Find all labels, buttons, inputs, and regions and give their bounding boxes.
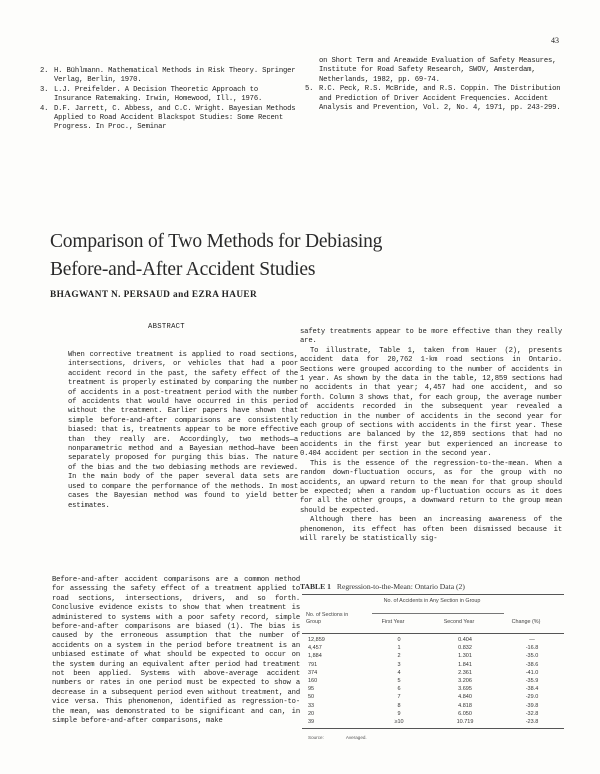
reference-entry: 2. H. Bühlmann. Mathematical Methods in Risk Theory. Springer Verlag, Berlin, 1970.: [40, 67, 296, 85]
footnote-b: Averaged.: [345, 735, 367, 741]
body-paragraph: This is the essence of the regression-to-the-mean. When a random down-fluctuation occurs, as for the group with no accidents, an upward return to the mean for that group should be expected; when a random up-fluctuation occurs as it does for all the other groups, a downward return to the group mean should be expected.: [300, 459, 562, 515]
table-label: TABLE 1: [300, 582, 331, 591]
body-paragraph: Although there has been an increasing awareness of the phenomenon, its effect has often been dismissed because it will rarely be statistically sig-: [300, 516, 562, 543]
table-header: [302, 595, 564, 633]
table-row: 160 5 3.206 -35.9: [308, 678, 539, 685]
table-row: 20 9 6.050 -32.8: [308, 710, 539, 717]
table-row: 791 3 1.841 -38.6: [308, 661, 539, 668]
footnote-a: Source:: [308, 735, 324, 741]
references-left: [40, 67, 298, 133]
body-paragraph: safety treatments appear to be more effective than they really are.: [300, 328, 562, 346]
abstract-text: When corrective treatment is applied to road sections, intersections, drivers, or vehicles that had a poor accident record in the past, the safety effect of the treatment is properly estimated by comparing the number of accidents in a post-treatment period with the number of accidents that would have occurred in this period without the treatment. Earlier papers have shown that simple before-and-after comparisons are consistently biased: that is, treatments appear to be more effective than they really are. Accordingly, two methods—a nonparametric method and a Bayesian method—have been separately proposed for purging this bias. The nature of the bias and the two debiasing methods are reviewed. In the main body of the paper several data sets are used to compare the performance of the methods. In most cases the Bayesian method was found to yield better estimates.: [68, 351, 298, 510]
data-table: [302, 594, 564, 740]
table-row: 50 7 4.840 -29.0: [308, 694, 539, 701]
table-row: 4,457 1 0.832 -16.8: [308, 645, 539, 652]
column-header: First Year: [381, 619, 405, 625]
body-paragraph: To illustrate, Table 1, taken from Hauer (2), presents accident data for 20,762 1-km road sections in Ontario. Sections were grouped according to the number of accidents in 1 year. As shown by the data in the table, 12,859 sections had no accidents in that year; 4,457 had one accident, and so forth. Column 3 shows that, for each group, the average number of accidents recorded in the subsequent year revealed a reduction in the number of accidents in the second year for each group of sections with accidents in the first year. These reductions are balanced by the 12,859 sections that had no accidents in the first year but experienced an increase to 0.404 accident per section in the second year.: [300, 346, 562, 459]
article-title: [50, 228, 560, 284]
reference-entry: on Short Term and Areawide Evaluation of Safety Measures, Institute for Road Safety Research, SWOV, Amsterdam, Netherlands, 1982, pp. 69-74.: [319, 57, 557, 84]
table-row: 95 6 3.695 -38.4: [308, 686, 539, 693]
table-body: [302, 634, 564, 726]
page-number: 43: [551, 36, 559, 45]
table-caption: [300, 582, 465, 591]
table-footnote: [302, 735, 564, 740]
reference-entry: 4. D.F. Jarrett, C. Abbess, and C.C. Wright. Bayesian Methods Applied to Road Accident Blackspot Studies: Some Recent Progress. In Proc., Seminar: [40, 104, 296, 132]
header-group-label: No. of Accidents in Any Section in Group: [383, 598, 481, 604]
authors: BHAGWANT N. PERSAUD and EZRA HAUER: [50, 290, 258, 300]
table-row: 374 4 2.361 -41.0: [308, 669, 539, 676]
body-column-left: [52, 576, 300, 727]
column-header: Second Year: [443, 619, 475, 625]
title-line: Before-and-After Accident Studies: [50, 259, 316, 280]
reference-entry: 5. R.C. Peck, R.S. McBride, and R.S. Coppin. The Distribution and Prediction of Driver Accident Frequencies. Accident Analysis and Prevention, Vol. 2, No. 4, 1971, pp. 243-299.: [305, 85, 561, 113]
references-right: [305, 57, 570, 113]
table-row: 39 ≥10 10.719 -23.8: [308, 719, 539, 726]
abstract: [68, 351, 298, 511]
title-line: Comparison of Two Methods for Debiasing: [50, 231, 383, 252]
column-header: No. of Sections in Group: [306, 612, 349, 625]
header-group-rule: [372, 613, 504, 614]
abstract-heading: ABSTRACT: [148, 323, 185, 331]
body-column-right: [300, 328, 562, 544]
column-header: Change (%): [511, 619, 541, 625]
table-row: 33 8 4.818 -39.8: [308, 702, 539, 709]
body-paragraph: Before-and-after accident comparisons are a common method for assessing the safety effect of a treatment applied to road sections, intersections, drivers, and so forth. Conclusive evidence exists to show that when treatment is administered to systems with a poor safety record, simple before-and-after comparisons are biased (1). The bias is caused by the erroneous assumption that the number of accidents on a system in the period before treatment is an unbiased estimate of what should be expected to occur on the system during an equivalent after period had treatment not been applied. Systems with above-average accident numbers or rates in one period must be expected to show a decrease in a subsequent period even without treatment, and vice versa. This phenomenon, identified as regression-to-the mean, was demonstrated to be significant and can, in simple before-and-after comparisons, make: [52, 576, 300, 726]
table-row: 1,884 2 1.301 -35.0: [308, 653, 539, 660]
table-row: 12,859 0 0.404 —: [308, 637, 535, 643]
table-title: Regression-to-the-Mean: Ontario Data (2): [336, 582, 465, 591]
table-rule: [302, 728, 564, 729]
reference-entry: 3. L.J. Preifelder. A Decision Theoretic Approach to Insurance Ratemaking. Irwin, Homewood, Ill., 1976.: [40, 85, 263, 104]
